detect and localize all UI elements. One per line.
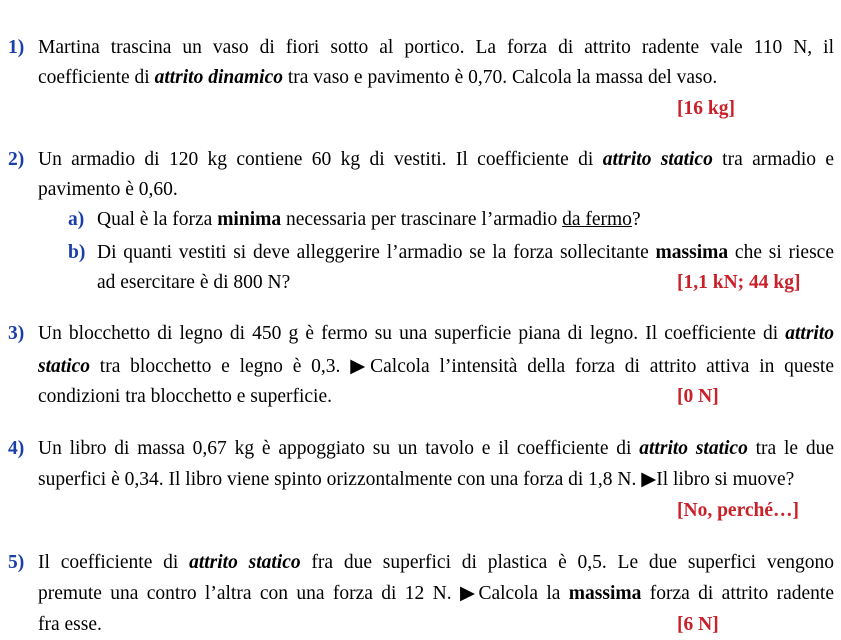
problem-5-line-2: premute una contro l’altra con una forza di 12 N. ▶Calcola la massima forza di attrito radente: [38, 583, 834, 604]
problem-3-line-1: Un blocchetto di legno di 450 g è fermo su una superficie piana di legno. Il coefficiente di attrito: [38, 323, 834, 344]
problem-5-answer: [6 N]: [677, 614, 719, 635]
problem-2-subitem-b-line-2: ad esercitare è di 800 N?: [97, 272, 291, 293]
problem-4-line-1: Un libro di massa 0,67 kg è appoggiato su un tavolo e il coefficiente di attrito statico tra le due: [38, 438, 835, 459]
problem-2-answer: [1,1 kN; 44 kg]: [677, 272, 801, 293]
problem-2-subitem-a-label: a): [68, 209, 85, 230]
problem-2-subitem-b-label: b): [68, 242, 86, 263]
problem-3-answer: [0 N]: [677, 386, 719, 407]
problem-1-line-1: Martina trascina un vaso di fiori sotto al portico. La forza di attrito radente vale 110 N, il: [38, 37, 834, 58]
problem-2-subitem-a: Qual è la forza minima necessaria per trascinare l’armadio da fermo?: [97, 209, 641, 230]
problem-2-number: 2): [8, 149, 25, 170]
problem-4-answer: [No, perché…]: [677, 500, 800, 521]
problem-4-line-2: superfici è 0,34. Il libro viene spinto orizzontalmente con una forza di 1,8 N. ▶Il libro si muove?: [38, 469, 795, 490]
problem-3-number: 3): [8, 323, 25, 344]
problem-2-line-1: Un armadio di 120 kg contiene 60 kg di vestiti. Il coefficiente di attrito statico tra armadio e: [38, 149, 834, 170]
problem-5-line-3: fra esse.: [38, 614, 102, 635]
problem-5-line-1: Il coefficiente di attrito statico fra due superfici di plastica è 0,5. Le due superfici vengono: [38, 552, 834, 573]
problem-2-subitem-b-line-1: Di quanti vestiti si deve alleggerire l’armadio se la forza sollecitante massima che si riesce: [97, 242, 834, 263]
problem-1-answer: [16 kg]: [677, 98, 735, 119]
problem-4-number: 4): [8, 438, 25, 459]
problem-1-number: 1): [8, 37, 25, 58]
problem-3-line-3: condizioni tra blocchetto e superficie.: [38, 386, 333, 407]
problem-3-line-2: statico tra blocchetto e legno è 0,3. ▶Calcola l’intensità della forza di attrito attiva in queste: [38, 356, 834, 377]
problem-1-line-2: coefficiente di attrito dinamico tra vaso e pavimento è 0,70. Calcola la massa del vaso.: [38, 67, 718, 88]
problem-5-number: 5): [8, 552, 25, 573]
problem-2-line-2: pavimento è 0,60.: [38, 179, 178, 200]
